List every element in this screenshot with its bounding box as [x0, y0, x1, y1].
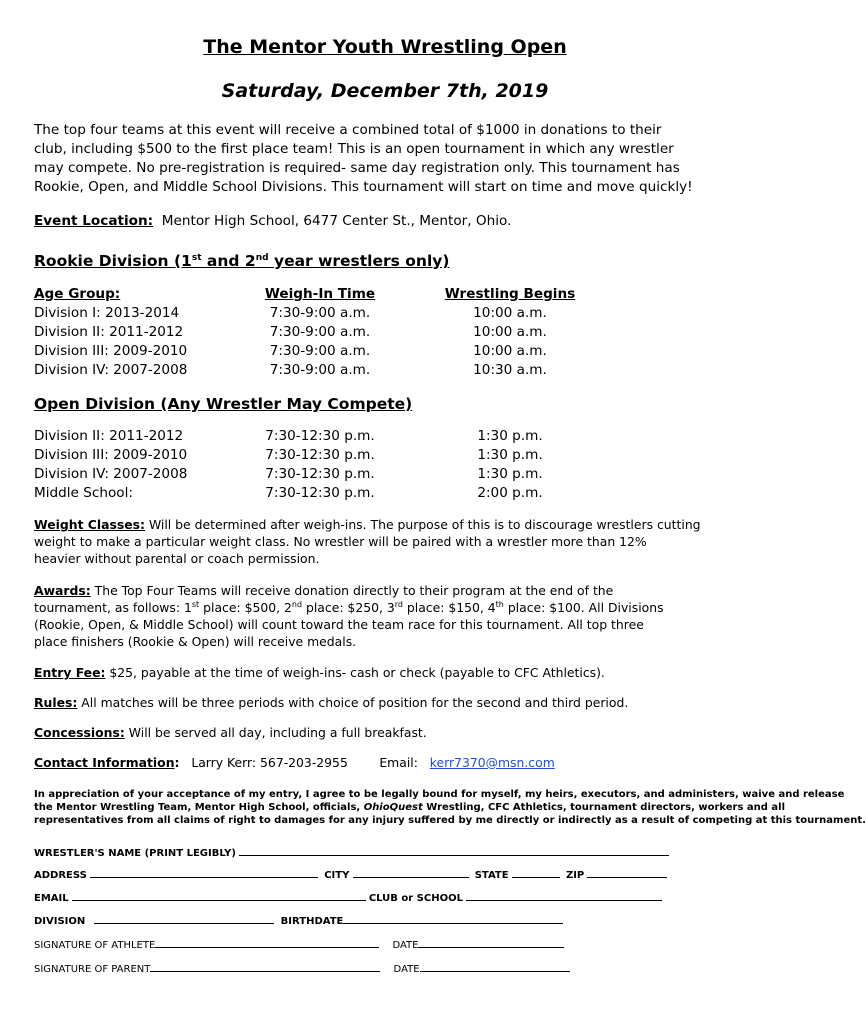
concessions-value: Will be served all day, including a full breakfast.	[124, 725, 427, 740]
awards-text: tournament, as follows: 1	[34, 600, 192, 615]
event-location-label: Event Location:	[34, 213, 154, 229]
weigh-in-cell: 7:30-9:00 a.m.	[269, 305, 371, 321]
email-label: EMAIL	[34, 893, 69, 904]
contact-email-link[interactable]: kerr7370@msn.com	[429, 755, 555, 770]
division-cell: Middle School:	[34, 485, 133, 501]
entry-fee-value: $25, payable at the time of weigh-ins- cash or check (payable to CFC Athletics).	[105, 665, 605, 680]
address-label: ADDRESS	[34, 870, 87, 881]
rookie-heading-text: Rookie Division (1	[34, 252, 192, 270]
weight-classes-label: Weight Classes:	[34, 517, 145, 532]
age-group-header: Age Group:	[34, 286, 121, 302]
division-field[interactable]	[94, 913, 274, 924]
wrestling-begins-header: Wrestling Begins	[444, 286, 576, 302]
awards-text: place: $500, 2	[199, 600, 292, 615]
contact-colon: :	[174, 755, 180, 770]
athlete-date-label: DATE	[392, 940, 419, 951]
rookie-column-headers	[0, 286, 770, 305]
awards-text: place: $250, 3	[302, 600, 395, 615]
parent-date-label: DATE	[393, 964, 420, 975]
begins-cell: 1:30 p.m.	[477, 428, 543, 444]
intro-line: The top four teams at this event will receive a combined total of $1000 in donations to their	[34, 122, 662, 138]
table-row	[0, 305, 770, 324]
division-cell: Division IV: 2007-2008	[34, 362, 188, 378]
rules-label: Rules:	[34, 695, 78, 710]
address-field[interactable]	[90, 867, 318, 878]
awards-text: place finishers (Rookie & Open) will receive medals.	[34, 634, 357, 649]
weight-classes-text: weight to make a particular weight class. No wrestler will be paired with a wrestler more than 12%	[34, 534, 647, 549]
begins-cell: 10:00 a.m.	[473, 305, 547, 321]
weigh-in-header: Weigh-In Time	[264, 286, 376, 302]
table-row	[0, 485, 770, 504]
begins-cell: 10:00 a.m.	[473, 343, 547, 359]
event-location	[34, 212, 740, 231]
zip-label: ZIP	[565, 870, 585, 881]
awards-text: (Rookie, Open, & Middle School) will count toward the team race for this tournament. All top three	[34, 617, 644, 632]
form-row-athlete-signature	[34, 937, 567, 953]
awards	[34, 582, 740, 650]
begins-cell: 2:00 p.m.	[477, 485, 543, 501]
disclaimer-text: the Mentor Wrestling Team, Mentor High School, officials,	[34, 802, 364, 813]
concessions	[34, 724, 740, 741]
rookie-division-heading	[34, 252, 449, 270]
parent-date-field[interactable]	[420, 961, 570, 972]
ordinal-sup: st	[191, 600, 200, 609]
state-label: STATE	[474, 870, 509, 881]
table-row	[0, 466, 770, 485]
rookie-heading-text: and 2	[201, 252, 256, 270]
ordinal-sup: th	[495, 600, 504, 609]
table-row	[0, 343, 770, 362]
birthdate-field[interactable]	[343, 913, 563, 924]
weight-classes	[34, 516, 740, 567]
disclaimer-text: Wrestling, CFC Athletics, tournament directors, workers and all	[422, 802, 786, 813]
zip-field[interactable]	[587, 867, 667, 878]
club-field[interactable]	[466, 890, 662, 901]
weigh-in-cell: 7:30-9:00 a.m.	[269, 324, 371, 340]
intro-paragraph	[34, 121, 740, 197]
table-row	[0, 324, 770, 343]
city-field[interactable]	[353, 867, 469, 878]
form-row-division	[34, 913, 566, 929]
table-row	[0, 362, 770, 381]
city-label: CITY	[324, 870, 350, 881]
weigh-in-cell: 7:30-12:30 p.m.	[265, 447, 375, 463]
state-field[interactable]	[512, 867, 560, 878]
weigh-in-cell: 7:30-9:00 a.m.	[269, 343, 371, 359]
disclaimer-line: representatives from all claims of right to damages for any injury suffered by me directly or indirectly as a result of competing at this tournament.	[34, 815, 866, 826]
form-row-name	[34, 845, 672, 861]
weigh-in-cell: 7:30-9:00 a.m.	[269, 362, 371, 378]
weigh-in-cell: 7:30-12:30 p.m.	[265, 466, 375, 482]
liability-disclaimer	[34, 788, 866, 827]
birthdate-label: BIRTHDATE	[280, 916, 344, 927]
begins-cell: 1:30 p.m.	[477, 447, 543, 463]
athlete-date-field[interactable]	[418, 937, 564, 948]
intro-line: club, including $500 to the first place team! This is an open tournament in which any wrestler	[34, 141, 674, 157]
contact-label: Contact Information	[34, 755, 175, 770]
division-cell: Division III: 2009-2010	[34, 447, 188, 463]
rules-value: All matches will be three periods with choice of position for the second and third period.	[77, 695, 629, 710]
form-row-address	[34, 867, 670, 883]
division-label: DIVISION	[34, 916, 86, 927]
rookie-heading-sup: nd	[255, 253, 269, 263]
rookie-heading-text: year wrestlers only)	[268, 252, 450, 270]
club-label: CLUB or SCHOOL	[368, 893, 463, 904]
table-row	[0, 428, 770, 447]
division-cell: Division I: 2013-2014	[34, 305, 180, 321]
contact-email-label: Email:	[379, 755, 418, 770]
athlete-signature-label: SIGNATURE OF ATHLETE	[34, 940, 156, 951]
awards-label: Awards:	[34, 583, 91, 598]
contact-info	[34, 754, 740, 771]
concessions-label: Concessions:	[34, 725, 125, 740]
contact-name-phone: Larry Kerr: 567-203-2955	[191, 755, 348, 770]
open-division-heading: Open Division (Any Wrestler May Compete)	[34, 395, 413, 413]
wrestler-name-field[interactable]	[239, 845, 669, 856]
weight-classes-text: Will be determined after weigh-ins. The purpose of this is to discourage wrestlers cutting	[145, 517, 701, 532]
athlete-signature-field[interactable]	[155, 937, 379, 948]
begins-cell: 10:00 a.m.	[473, 324, 547, 340]
event-date: Saturday, December 7th, 2019	[221, 80, 549, 102]
wrestler-name-label: WRESTLER'S NAME (PRINT LEGIBLY)	[34, 848, 236, 859]
awards-text: place: $150, 4	[402, 600, 496, 615]
weigh-in-cell: 7:30-12:30 p.m.	[265, 428, 375, 444]
division-cell: Division II: 2011-2012	[34, 428, 184, 444]
table-row	[0, 447, 770, 466]
email-field[interactable]	[72, 890, 366, 901]
weight-classes-text: heavier without parental or coach permission.	[34, 551, 320, 566]
rookie-heading-sup: st	[191, 253, 202, 263]
form-row-parent-signature	[34, 961, 573, 977]
form-row-email	[34, 890, 665, 906]
begins-cell: 1:30 p.m.	[477, 466, 543, 482]
intro-line: may compete. No pre-registration is required- same day registration only. This tournament has	[34, 160, 680, 176]
rules	[34, 694, 740, 711]
awards-text: place: $100. All Divisions	[503, 600, 664, 615]
disclaimer-italic: OhioQuest	[363, 802, 423, 813]
ordinal-sup: nd	[291, 600, 303, 609]
division-cell: Division II: 2011-2012	[34, 324, 184, 340]
awards-text: The Top Four Teams will receive donation directly to their program at the end of the	[90, 583, 614, 598]
division-cell: Division III: 2009-2010	[34, 343, 188, 359]
intro-line: Rookie, Open, and Middle School Divisions. This tournament will start on time and move quickly!	[34, 179, 693, 195]
event-location-value: Mentor High School, 6477 Center St., Mentor, Ohio.	[161, 213, 512, 229]
entry-fee-label: Entry Fee:	[34, 665, 106, 680]
weigh-in-cell: 7:30-12:30 p.m.	[265, 485, 375, 501]
begins-cell: 10:30 a.m.	[473, 362, 547, 378]
entry-fee	[34, 664, 740, 681]
ordinal-sup: rd	[394, 600, 403, 609]
parent-signature-field[interactable]	[150, 961, 380, 972]
parent-signature-label: SIGNATURE OF PARENT	[34, 964, 151, 975]
division-cell: Division IV: 2007-2008	[34, 466, 188, 482]
page-title: The Mentor Youth Wrestling Open	[203, 36, 567, 58]
disclaimer-line: In appreciation of your acceptance of my entry, I agree to be legally bound for myself, my heirs, executors, and administers, waive and release	[34, 789, 845, 800]
